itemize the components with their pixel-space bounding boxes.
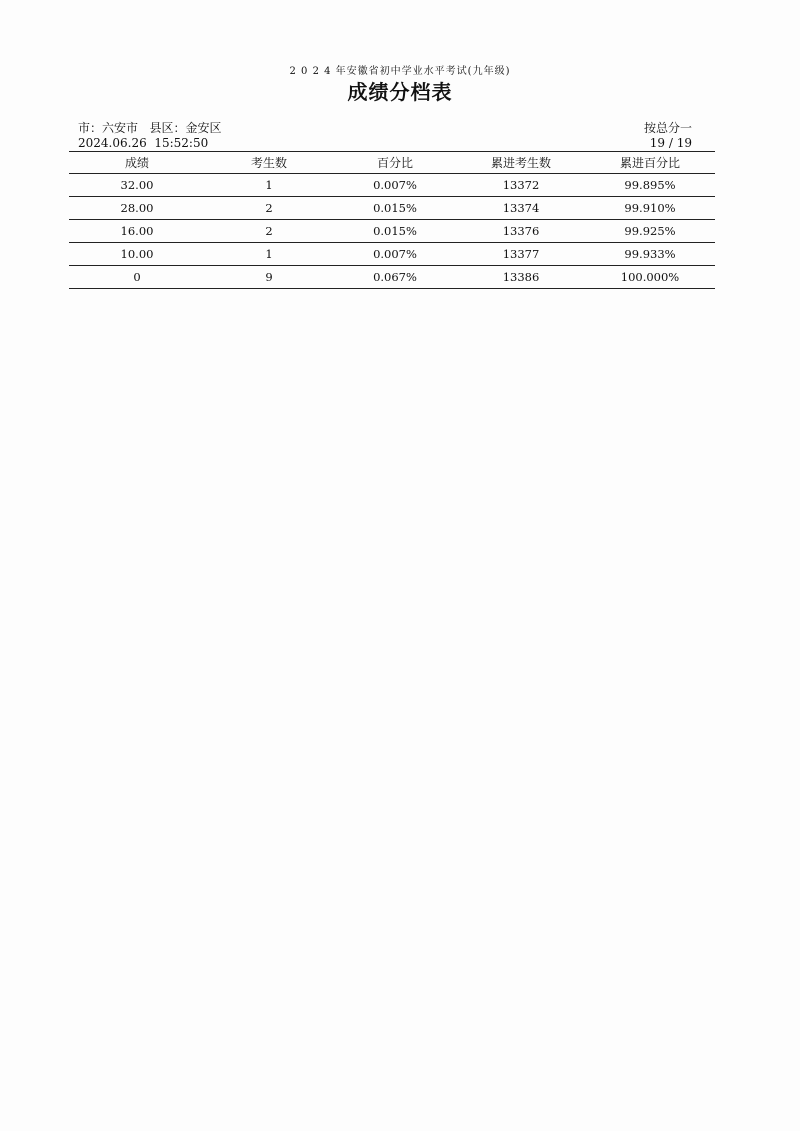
- column-header-score: 成绩: [69, 152, 205, 174]
- cell-cumulative-count: 13386: [457, 266, 585, 289]
- cell-score: 0: [69, 266, 205, 289]
- cell-cumulative-percent: 99.933%: [585, 243, 715, 266]
- cell-cumulative-percent: 99.895%: [585, 174, 715, 197]
- cell-score: 32.00: [69, 174, 205, 197]
- page-title: 成绩分档表: [347, 80, 453, 104]
- table-row: [69, 243, 715, 266]
- cell-score: 28.00: [69, 197, 205, 220]
- table-row: [69, 220, 715, 243]
- cell-cumulative-count: 13377: [457, 243, 585, 266]
- cell-percent: 0.015%: [333, 220, 457, 243]
- cell-cumulative-count: 13376: [457, 220, 585, 243]
- print-datetime: 2024.06.26 15:52:50: [78, 136, 209, 150]
- score-distribution-table: [69, 151, 715, 289]
- cell-count: 1: [205, 243, 333, 266]
- cell-count: 1: [205, 174, 333, 197]
- column-header-percent: 百分比: [333, 152, 457, 174]
- sort-mode: 按总分一: [643, 121, 692, 135]
- exam-title: 2 0 2 4 年安徽省初中学业水平考试(九年级): [289, 66, 511, 77]
- cell-cumulative-percent: 99.910%: [585, 197, 715, 220]
- cell-cumulative-count: 13372: [457, 174, 585, 197]
- column-header-cumulative-count: 累进考生数: [457, 152, 585, 174]
- cell-cumulative-count: 13374: [457, 197, 585, 220]
- table-row: [69, 174, 715, 197]
- column-header-cumulative-percent: 累进百分比: [585, 152, 715, 174]
- table-row: [69, 266, 715, 289]
- cell-percent: 0.007%: [333, 243, 457, 266]
- table-header-row: [69, 152, 715, 174]
- cell-score: 16.00: [69, 220, 205, 243]
- location-info: 市：六安市 县区：金安区: [78, 121, 222, 135]
- cell-percent: 0.015%: [333, 197, 457, 220]
- cell-percent: 0.007%: [333, 174, 457, 197]
- column-header-count: 考生数: [205, 152, 333, 174]
- cell-cumulative-percent: 100.000%: [585, 266, 715, 289]
- cell-count: 2: [205, 220, 333, 243]
- cell-cumulative-percent: 99.925%: [585, 220, 715, 243]
- table-row: [69, 197, 715, 220]
- page-indicator: 19 / 19: [649, 136, 692, 150]
- cell-count: 9: [205, 266, 333, 289]
- cell-percent: 0.067%: [333, 266, 457, 289]
- cell-score: 10.00: [69, 243, 205, 266]
- cell-count: 2: [205, 197, 333, 220]
